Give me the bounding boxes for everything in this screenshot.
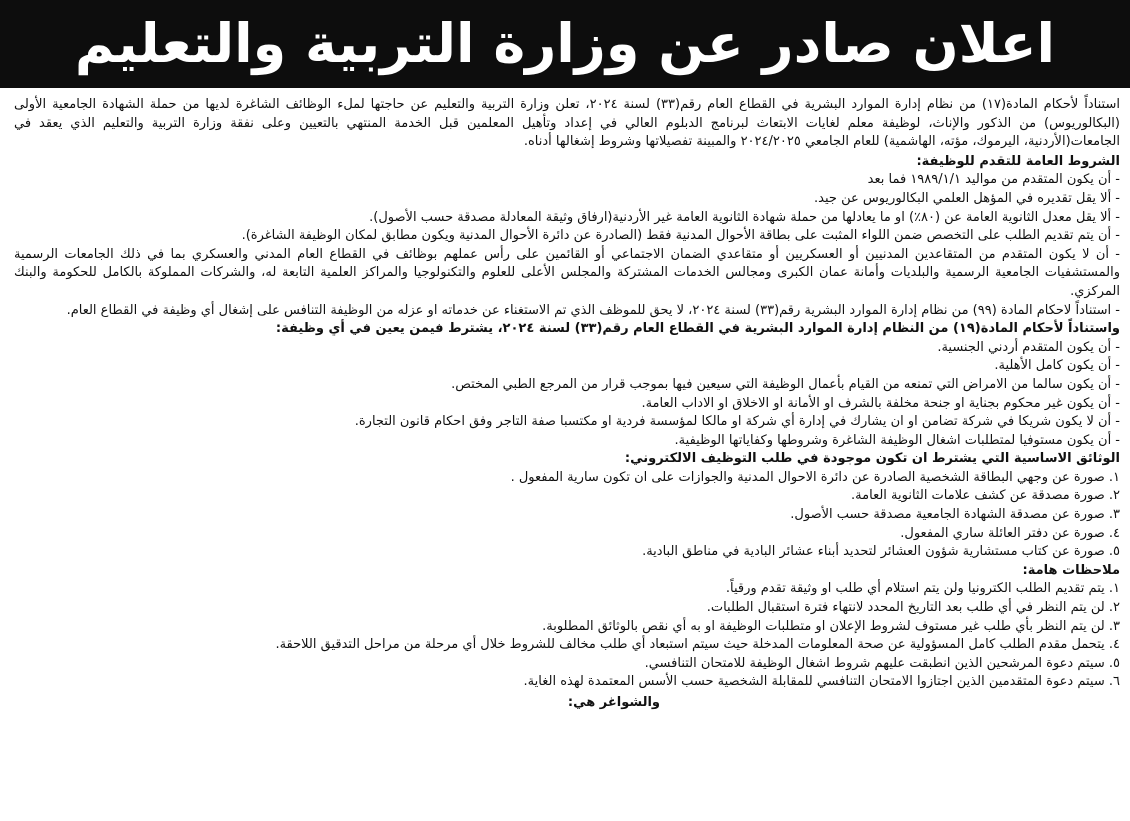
- list-item: ٤. يتحمل مقدم الطلب كامل المسؤولية عن صحة المعلومات المدخلة حيث سيتم استبعاد أي طلب مخالف للشروط خلال أي مرحلة من مراحل التدقيق اللاحقة.: [275, 637, 1120, 653]
- list-item: ٥. سيتم دعوة المرشحين الذين انطبقت عليهم شروط اشغال الوظيفة للامتحان التنافسي.: [644, 655, 1120, 671]
- general-conditions-list: [14, 171, 1120, 320]
- general-conditions-heading: الشروط العامة للتقدم للوظيفة:: [916, 153, 1120, 169]
- title-banner: [0, 0, 1130, 88]
- list-item: ٢. صورة مصدقة عن كشف علامات الثانوية العامة.: [851, 488, 1120, 504]
- important-notes-list: [14, 580, 1120, 692]
- list-item: - أن لا يكون المتقدم من المتقاعدين المدنيين أو العسكريين أو متقاعدي الضمان الاجتماعي أو القائمين على رأس عملهم بوظائف في القطاع العام المدني والعسكري بما في ذلك الجامعات الرسمية والمستشفيات الجامعية الرسمية والبلديات وأمانة عمان الكبرى ومجالس الخدمات المشتركة والمجلس الأعلى للعلوم والتكنولوجيا والمراكز العلمية التابعة له، والشركات المملوكة بالكامل للحكومة والبنك المركزي.: [14, 246, 1120, 299]
- list-item: ٤. صورة عن دفتر العائلة ساري المفعول.: [900, 525, 1120, 541]
- vacancies-label: والشواغر هي:: [567, 695, 660, 710]
- appointment-conditions-list: [14, 339, 1120, 451]
- list-item: ٣. لن يتم النظر بأي طلب غير مستوف لشروط الإعلان او متطلبات الوظيفة او به أي نقص بالوثائق المطلوبة.: [542, 618, 1120, 634]
- list-item: - أن يكون مستوفيا لمتطلبات اشغال الوظيفة الشاغرة وشروطها وكفاياتها الوظيفية.: [674, 432, 1120, 448]
- appointment-conditions-heading: واستناداً لأحكام المادة(١٩) من النظام إدارة الموارد البشرية في القطاع العام رقم(٣٣) لسنة ٢٠٢٤، يشترط فيمن يعين في أي وظيفة:: [275, 321, 1120, 337]
- intro-paragraph: استناداً لأحكام المادة(١٧) من نظام إدارة الموارد البشرية في القطاع العام رقم(٣٣) لسنة ٢٠٢٤، تعلن وزارة التربية والتعليم عن حاجتها لملء الوظائف الشاغرة لديها من حملة الشهادة الجامعية الأولى (البكالوريوس) من الذكور والإناث، لوظيفة معلم لغايات الابتعاث لبرنامج الدبلوم العالي في إعداد وتأهيل المعلمين قبل الخدمة المنتهي بالتعيين وعلى نفقة وزارة التربية والتعليم الذي يعقد في الجامعات(الأردنية، اليرموك، مؤته، الهاشمية) للعام الجامعي ٢٠٢٤/٢٠٢٥ والمبينة تفصيلاتها وشروط إشغالها أدناه.: [14, 97, 1120, 150]
- list-item: ١. يتم تقديم الطلب الكترونيا ولن يتم استلام أي طلب او وثيقة تقدم ورقياً.: [725, 581, 1120, 597]
- list-item: ٣. صورة عن مصدقة الشهادة الجامعية مصدقة حسب الأصول.: [790, 507, 1120, 523]
- list-item: ١. صورة عن وجهي البطاقة الشخصية الصادرة عن دائرة الاحوال المدنية والجوازات على ان تكون سارية المفعول .: [510, 469, 1120, 485]
- announcement-body: [0, 88, 1130, 713]
- required-documents-heading: الوثائق الاساسية التي يشترط ان تكون موجودة في طلب التوظيف الالكتروني:: [624, 451, 1120, 467]
- important-notes-heading: ملاحظات هامة:: [1022, 562, 1120, 578]
- required-documents-list: [14, 469, 1120, 562]
- list-item: - ألا يقل معدل الثانوية العامة عن (٨٠٪) او ما يعادلها من حملة شهادة الثانوية العامة غير الأردنية(ارفاق وثيقة المعادلة مصدقة حسب الأصول).: [369, 209, 1120, 225]
- list-item: - أن لا يكون شريكا في شركة تضامن او ان يشارك في إدارة أي شركة او مالكا لمؤسسة فردية او مكتسبا صفة التاجر وفق احكام قانون التجارة.: [354, 414, 1120, 430]
- list-item: - أن يكون المتقدم أردني الجنسية.: [937, 339, 1120, 355]
- list-item: - أن يتم تقديم الطلب على التخصص ضمن اللواء المثبت على بطاقة الأحوال المدنية فقط (الصادرة عن دائرة الأحوال المدنية ويكون مطابق لمكان الوظيفة الشاغرة).: [241, 228, 1120, 244]
- list-item: - أن يكون المتقدم من مواليد ١٩٨٩/١/١ فما بعد: [867, 172, 1120, 188]
- list-item: - ألا يقل تقديره في المؤهل العلمي البكالوريوس عن جيد.: [814, 190, 1120, 206]
- list-item: - أن يكون غير محكوم بجناية او جنحة مخلفة بالشرف او الأمانة او الاخلاق او الاداب العامة.: [641, 395, 1120, 411]
- list-item: - استناداً لاحكام المادة (٩٩) من نظام إدارة الموارد البشرية رقم(٣٣) لسنة ٢٠٢٤، لا يحق للموظف الذي تم الاستغناء عن خدماته او عزله من الوظيفة التنافس على إشغال أي وظيفة في القطاع العام.: [66, 302, 1120, 318]
- list-item: - أن يكون سالما من الامراض التي تمنعه من القيام بأعمال الوظيفة التي سيعين فيها بموجب قرار من المرجع الطبي المختص.: [451, 376, 1120, 392]
- list-item: - أن يكون كامل الأهلية.: [994, 358, 1120, 374]
- list-item: ٢. لن يتم النظر في أي طلب بعد التاريخ المحدد لانتهاء فترة استقبال الطلبات.: [706, 600, 1120, 616]
- list-item: ٥. صورة عن كتاب مستشارية شؤون العشائر لتحديد أبناء عشائر البادية في مناطق البادية.: [642, 544, 1120, 560]
- announcement-title: اعلان صادر عن وزارة التربية والتعليم: [74, 12, 1056, 75]
- list-item: ٦. سيتم دعوة المتقدمين الذين اجتازوا الامتحان التنافسي للمقابلة الشخصية حسب الأسس المعتمدة لهذه الغاية.: [523, 674, 1120, 690]
